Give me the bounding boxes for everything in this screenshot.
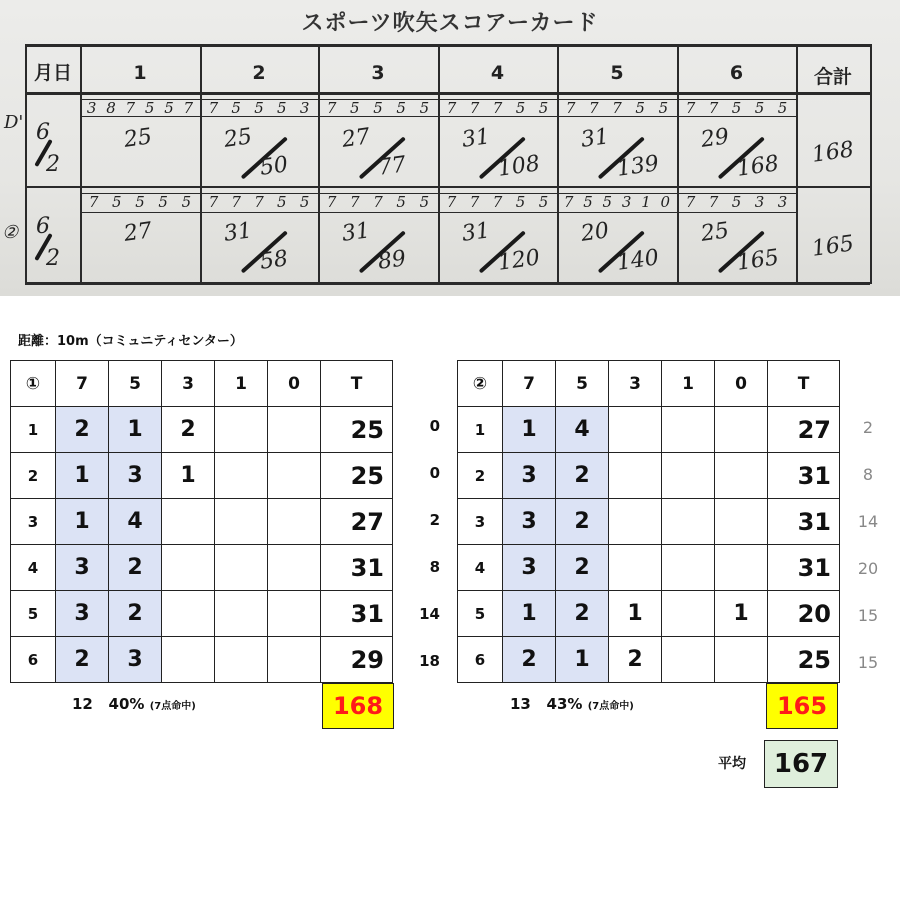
arrow-score: 5 (158, 193, 168, 211)
arrow-score: 5 (181, 193, 192, 211)
column-header: 1 (215, 361, 268, 407)
table-header-row (458, 361, 840, 407)
count-cell-7: 2 (56, 637, 109, 683)
seven-note: (7点命中) (587, 701, 634, 712)
end-header: 3 (371, 62, 385, 84)
seven-count: 12 (72, 695, 93, 713)
end-header: 4 (490, 62, 505, 84)
count-cell-3 (609, 545, 662, 591)
count-cell-5: 2 (556, 545, 609, 591)
total-header: 合計 (813, 66, 852, 88)
arrow-score: 5 (658, 99, 669, 117)
arrow-score: 5 (419, 99, 430, 117)
count-cell-1 (215, 545, 268, 591)
count-cell-5: 2 (556, 453, 609, 499)
arrow-score: 7 (254, 193, 264, 211)
count-cell-0 (715, 407, 768, 453)
count-cell-0 (715, 499, 768, 545)
table-row (11, 453, 393, 499)
arrow-score: 7 (612, 99, 622, 117)
arrow-score: 0 (660, 193, 671, 211)
arrow-score: 7 (469, 99, 480, 117)
average-label: 平均 (718, 756, 746, 772)
running-total: 168 (735, 151, 781, 182)
right-value: 2 (862, 418, 874, 437)
arrow-score: 5 (373, 99, 383, 117)
running-total: 139 (615, 151, 661, 182)
count-cell-5: 3 (109, 453, 162, 499)
end-score: 31 (222, 218, 254, 247)
row-number: 2 (458, 453, 503, 499)
count-cell-0: 1 (715, 591, 768, 637)
count-cell-5: 2 (556, 499, 609, 545)
arrow-score: 7 (563, 193, 574, 211)
arrow-score: 7 (685, 193, 696, 211)
table-row (11, 499, 393, 545)
count-cell-3: 2 (162, 407, 215, 453)
count-cell-0 (268, 545, 321, 591)
row-total: 25 (768, 637, 840, 683)
left-value: 14 (419, 605, 440, 623)
row-total: 20 (768, 591, 840, 637)
arrow-score: 3 (777, 193, 788, 211)
seven-percent: 43% (546, 695, 583, 713)
table-header-row (11, 361, 393, 407)
column-header: 0 (715, 361, 768, 407)
date-day: 2 (46, 152, 60, 177)
count-cell-1 (662, 453, 715, 499)
arrow-score: 7 (492, 99, 503, 117)
round-total: 165 (810, 231, 856, 262)
running-total: 165 (735, 245, 781, 276)
count-cell-7: 1 (56, 453, 109, 499)
end-score: 25 (222, 124, 254, 153)
table-row (458, 453, 840, 499)
column-header: 5 (556, 361, 609, 407)
count-cell-1 (662, 637, 715, 683)
arrow-score: 5 (277, 99, 287, 117)
count-cell-7: 2 (503, 637, 556, 683)
table-row (458, 591, 840, 637)
grid-line (25, 186, 870, 188)
card-title: スポーツ吹矢スコアーカード (301, 11, 599, 36)
end-header: 6 (729, 62, 744, 84)
count-cell-5: 2 (109, 591, 162, 637)
arrow-score: 7 (125, 99, 136, 117)
running-total: 77 (376, 152, 408, 181)
column-header: T (321, 361, 393, 407)
row-number: 1 (11, 407, 56, 453)
end-header: 1 (133, 62, 147, 84)
table-row (458, 545, 840, 591)
arrow-score: 7 (589, 99, 599, 117)
arrow-score: 5 (602, 193, 613, 211)
count-cell-7: 2 (56, 407, 109, 453)
count-cell-5: 3 (109, 637, 162, 683)
row-number: 5 (458, 591, 503, 637)
table-row (11, 545, 393, 591)
arrow-score: 5 (515, 99, 526, 117)
table-row (11, 591, 393, 637)
left-value: 2 (429, 511, 440, 529)
count-cell-3 (162, 637, 215, 683)
round-marker: ① (11, 361, 56, 407)
count-cell-0 (715, 637, 768, 683)
arrow-score: 5 (515, 193, 526, 211)
arrow-score: 5 (350, 99, 360, 117)
count-cell-5: 1 (109, 407, 162, 453)
grid-line (870, 44, 872, 284)
row-number: 3 (458, 499, 503, 545)
round-mark: ② (2, 222, 19, 243)
grid-line (25, 282, 870, 285)
arrow-score: 5 (164, 99, 174, 117)
count-cell-7: 3 (503, 545, 556, 591)
count-cell-7: 3 (56, 591, 109, 637)
arrow-score: 5 (144, 99, 155, 117)
distance-label: 距離：10m（コミュニティセンター） (18, 334, 243, 349)
row-number: 1 (458, 407, 503, 453)
end-score: 31 (460, 218, 492, 247)
score-table-round-2 (457, 360, 840, 683)
end-score: 31 (340, 218, 372, 247)
arrow-score: 7 (183, 99, 194, 117)
column-header: 7 (56, 361, 109, 407)
arrow-score: 7 (685, 99, 696, 117)
round-marker: ② (458, 361, 503, 407)
arrow-score: 7 (708, 193, 719, 211)
count-cell-5: 4 (109, 499, 162, 545)
count-cell-7: 1 (503, 591, 556, 637)
arrow-score: 7 (208, 99, 219, 117)
round-2-sum: 165 (766, 683, 838, 729)
arrow-score: 5 (538, 193, 549, 211)
row-total: 31 (321, 591, 393, 637)
date-month: 6 (36, 214, 50, 239)
row-number: 6 (458, 637, 503, 683)
row-total: 25 (321, 453, 393, 499)
arrow-score: 5 (754, 99, 765, 117)
row-total: 31 (768, 499, 840, 545)
arrow-score: 7 (326, 99, 337, 117)
row-total: 31 (768, 453, 840, 499)
arrow-score: 5 (299, 193, 310, 211)
count-cell-3 (609, 499, 662, 545)
right-value: 14 (857, 512, 879, 531)
running-total: 120 (496, 245, 542, 276)
arrow-score: 5 (396, 193, 406, 211)
count-cell-1 (662, 407, 715, 453)
count-cell-0 (715, 545, 768, 591)
row-number: 6 (11, 637, 56, 683)
count-cell-5: 4 (556, 407, 609, 453)
arrow-score: 3 (621, 193, 632, 211)
arrow-score: 5 (777, 99, 788, 117)
arrow-score: 7 (492, 193, 503, 211)
count-cell-1 (662, 591, 715, 637)
row-number: 5 (11, 591, 56, 637)
end-score: 20 (579, 218, 611, 247)
right-value: 15 (857, 606, 879, 625)
end-score: 25 (122, 124, 154, 153)
end-score: 25 (699, 218, 731, 247)
seven-percent: 40% (108, 695, 145, 713)
end-score: 29 (699, 124, 731, 153)
score-card-photo (0, 0, 900, 296)
row-total: 27 (321, 499, 393, 545)
arrow-score: 5 (231, 99, 241, 117)
date-day: 2 (46, 246, 60, 271)
score-table-round-1 (10, 360, 393, 683)
table-row (11, 637, 393, 683)
row-total: 25 (321, 407, 393, 453)
count-cell-1 (215, 453, 268, 499)
left-value: 8 (429, 558, 440, 576)
arrow-score: 5 (112, 193, 122, 211)
grid-line (25, 44, 27, 284)
column-header: T (768, 361, 840, 407)
arrow-score: 7 (373, 193, 383, 211)
count-cell-3: 2 (609, 637, 662, 683)
arrow-score: 1 (641, 193, 651, 211)
column-header: 0 (268, 361, 321, 407)
date-header: 月日 (33, 62, 72, 84)
count-cell-3 (162, 545, 215, 591)
count-cell-0 (715, 453, 768, 499)
arrow-score: 5 (731, 193, 742, 211)
count-cell-1 (215, 499, 268, 545)
end-score: 27 (340, 124, 372, 153)
table-row (458, 407, 840, 453)
arrow-score: 7 (326, 193, 337, 211)
table-row (458, 499, 840, 545)
row-number: 4 (11, 545, 56, 591)
table-row (11, 407, 393, 453)
arrow-score: 5 (135, 193, 145, 211)
grid-line (80, 193, 81, 212)
count-cell-7: 3 (503, 453, 556, 499)
arrow-score: 5 (583, 193, 593, 211)
grid-line (25, 92, 870, 95)
left-value: 0 (429, 417, 440, 435)
column-header: 5 (109, 361, 162, 407)
column-header: 3 (162, 361, 215, 407)
seven-count: 13 (510, 695, 531, 713)
arrow-score: 3 (299, 99, 310, 117)
count-cell-0 (268, 407, 321, 453)
row-total: 31 (768, 545, 840, 591)
average-value: 167 (764, 740, 838, 788)
round-1-sum: 168 (322, 683, 394, 729)
count-cell-3 (162, 499, 215, 545)
row-number: 3 (11, 499, 56, 545)
count-cell-3 (609, 407, 662, 453)
row-total: 31 (321, 545, 393, 591)
row-total: 29 (321, 637, 393, 683)
column-header: 7 (503, 361, 556, 407)
arrow-score: 5 (538, 99, 549, 117)
arrow-score: 7 (446, 99, 457, 117)
grid-line (80, 99, 81, 116)
end-header: 5 (610, 62, 624, 84)
end-score: 27 (122, 218, 154, 247)
count-cell-3 (162, 591, 215, 637)
arrow-score: 3 (86, 99, 97, 117)
end-score: 31 (579, 124, 611, 153)
count-cell-1 (215, 591, 268, 637)
running-total: 58 (258, 246, 290, 275)
arrow-score: 7 (350, 193, 360, 211)
count-cell-3: 1 (609, 591, 662, 637)
arrow-score: 5 (419, 193, 430, 211)
arrow-score: 8 (106, 99, 116, 117)
count-cell-3 (609, 453, 662, 499)
count-cell-7: 1 (503, 407, 556, 453)
count-cell-7: 3 (503, 499, 556, 545)
count-cell-0 (268, 591, 321, 637)
count-cell-7: 1 (56, 499, 109, 545)
count-cell-1 (662, 499, 715, 545)
column-header: 3 (609, 361, 662, 407)
arrow-score: 7 (446, 193, 457, 211)
arrow-score: 5 (277, 193, 287, 211)
arrow-score: 7 (708, 99, 719, 117)
end-header: 2 (252, 62, 266, 84)
count-cell-5: 2 (109, 545, 162, 591)
round-1-stats (72, 695, 196, 713)
round-mark: D' (4, 112, 24, 133)
grid-line (80, 212, 798, 213)
round-total: 168 (810, 137, 856, 168)
running-total: 50 (258, 152, 290, 181)
count-cell-0 (268, 453, 321, 499)
round-2-stats (510, 695, 634, 713)
column-header: 1 (662, 361, 715, 407)
running-total: 89 (376, 246, 408, 275)
arrow-score: 5 (396, 99, 406, 117)
arrow-score: 5 (254, 99, 264, 117)
arrow-score: 7 (469, 193, 480, 211)
count-cell-5: 2 (556, 591, 609, 637)
arrow-score: 5 (635, 99, 645, 117)
date-month: 6 (36, 120, 50, 145)
count-cell-3: 1 (162, 453, 215, 499)
running-total: 140 (615, 245, 661, 276)
count-cell-0 (268, 637, 321, 683)
left-value: 18 (419, 652, 440, 670)
arrow-score: 5 (731, 99, 742, 117)
table-row (458, 637, 840, 683)
end-score: 31 (460, 124, 492, 153)
arrow-score: 7 (208, 193, 219, 211)
count-cell-1 (662, 545, 715, 591)
arrow-score: 7 (231, 193, 241, 211)
right-value: 20 (857, 559, 879, 578)
running-total: 108 (496, 151, 542, 182)
count-cell-0 (268, 499, 321, 545)
right-value: 8 (862, 465, 874, 484)
left-value: 0 (429, 464, 440, 482)
row-number: 4 (458, 545, 503, 591)
arrow-score: 3 (754, 193, 765, 211)
arrow-score: 7 (88, 193, 99, 211)
row-total: 27 (768, 407, 840, 453)
count-cell-1 (215, 637, 268, 683)
count-cell-7: 3 (56, 545, 109, 591)
arrow-score: 7 (565, 99, 576, 117)
count-cell-1 (215, 407, 268, 453)
grid-line (25, 44, 870, 47)
row-number: 2 (11, 453, 56, 499)
seven-note: (7点命中) (149, 701, 196, 712)
right-value: 15 (857, 653, 879, 672)
count-cell-5: 1 (556, 637, 609, 683)
